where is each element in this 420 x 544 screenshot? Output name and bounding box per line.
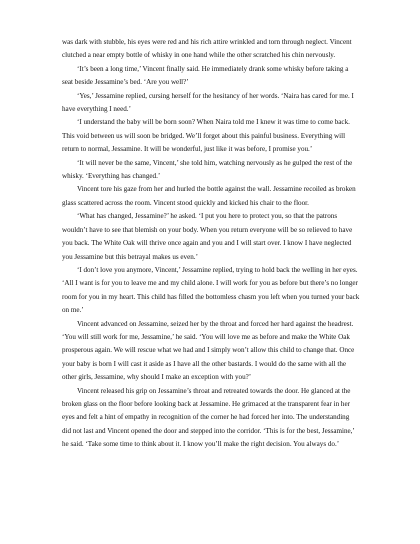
paragraph: ‘What has changed, Jessamine?’ he asked. ‘I put you here to protect you, so that the patrons wouldn’t have to see that blemish on your body. When you return everyone will be so relieved to have you back. The White Oak will thrive once again and you and I will start over. I know I have neglected you Jessamine but this betrayal makes us even.’ bbox=[62, 212, 353, 261]
paragraph-continued: was dark with stubble, his eyes were red and his rich attire wrinkled and torn through neglect. Vincent clutched a near empty bottle of whisky in one hand while the other scratched his chin nervously. bbox=[62, 38, 352, 60]
paragraph: Vincent advanced on Jessamine, seized her by the throat and forced her hard against the headrest. ‘You will still work for me, Jessamine,’ he said. ‘You will love me as before and make the White Oak prosperous again. We will rescue what we had and I simply won’t allow this child to change that. Once your baby is born I will cast it aside as I have all the other bastards. I would do the same with all the other girls, Jessamine, why should I make an exception with you?’ bbox=[62, 319, 355, 382]
paragraph: ‘I don’t love you anymore, Vincent,’ Jessamine replied, trying to hold back the welling in her eyes. ‘All I want is for you to leave me and my child alone. I will work for you as before but there’s no longer room for you in my heart. This child has filled the bottomless chasm you left when you turned your back on me.’ bbox=[62, 265, 360, 315]
paragraph: Vincent tore his gaze from her and hurled the bottle against the wall. Jessamine recoiled as broken glass scattered across the room. Vincent stood quickly and kicked his chair to the floor. bbox=[62, 185, 356, 207]
paragraph: Vincent released his grip on Jessamine’s throat and retreated towards the door. He glanced at the broken glass on the floor before looking back at Jessamine. He grimaced at the transparent fear in her eyes and felt a hint of empathy in recognition of the corner he had forced her into. The understanding did not last and Vincent opened the door and stepped into the corridor. ‘This is for the best, Jessamine,’ he said. ‘Take some time to think about it. I know you’ll make the right decision. You always do.’ bbox=[62, 386, 355, 449]
paragraph: ‘I understand the baby will be born soon? When Naira told me I knew it was time to come back. This void between us will soon be bridged. We’ll forget about this painful business. Everything will return to normal, Jessamine. It will be wonderful, just like it was before, I promise you.’ bbox=[62, 118, 350, 154]
paragraph: ‘It will never be the same, Vincent,’ she told him, watching nervously as he gulped the rest of the whisky. ‘Everything has changed.’ bbox=[62, 158, 353, 181]
paragraph: ‘It’s been a long time,’ Vincent finally said. He immediately drank some whisky before taking a seat beside Jessamine’s bed. ‘Are you well?’ bbox=[62, 64, 349, 87]
paragraph: ‘Yes,’ Jessamine replied, cursing herself for the hesitancy of her words. ‘Naira has cared for me. I have everything I need.’ bbox=[62, 91, 354, 114]
